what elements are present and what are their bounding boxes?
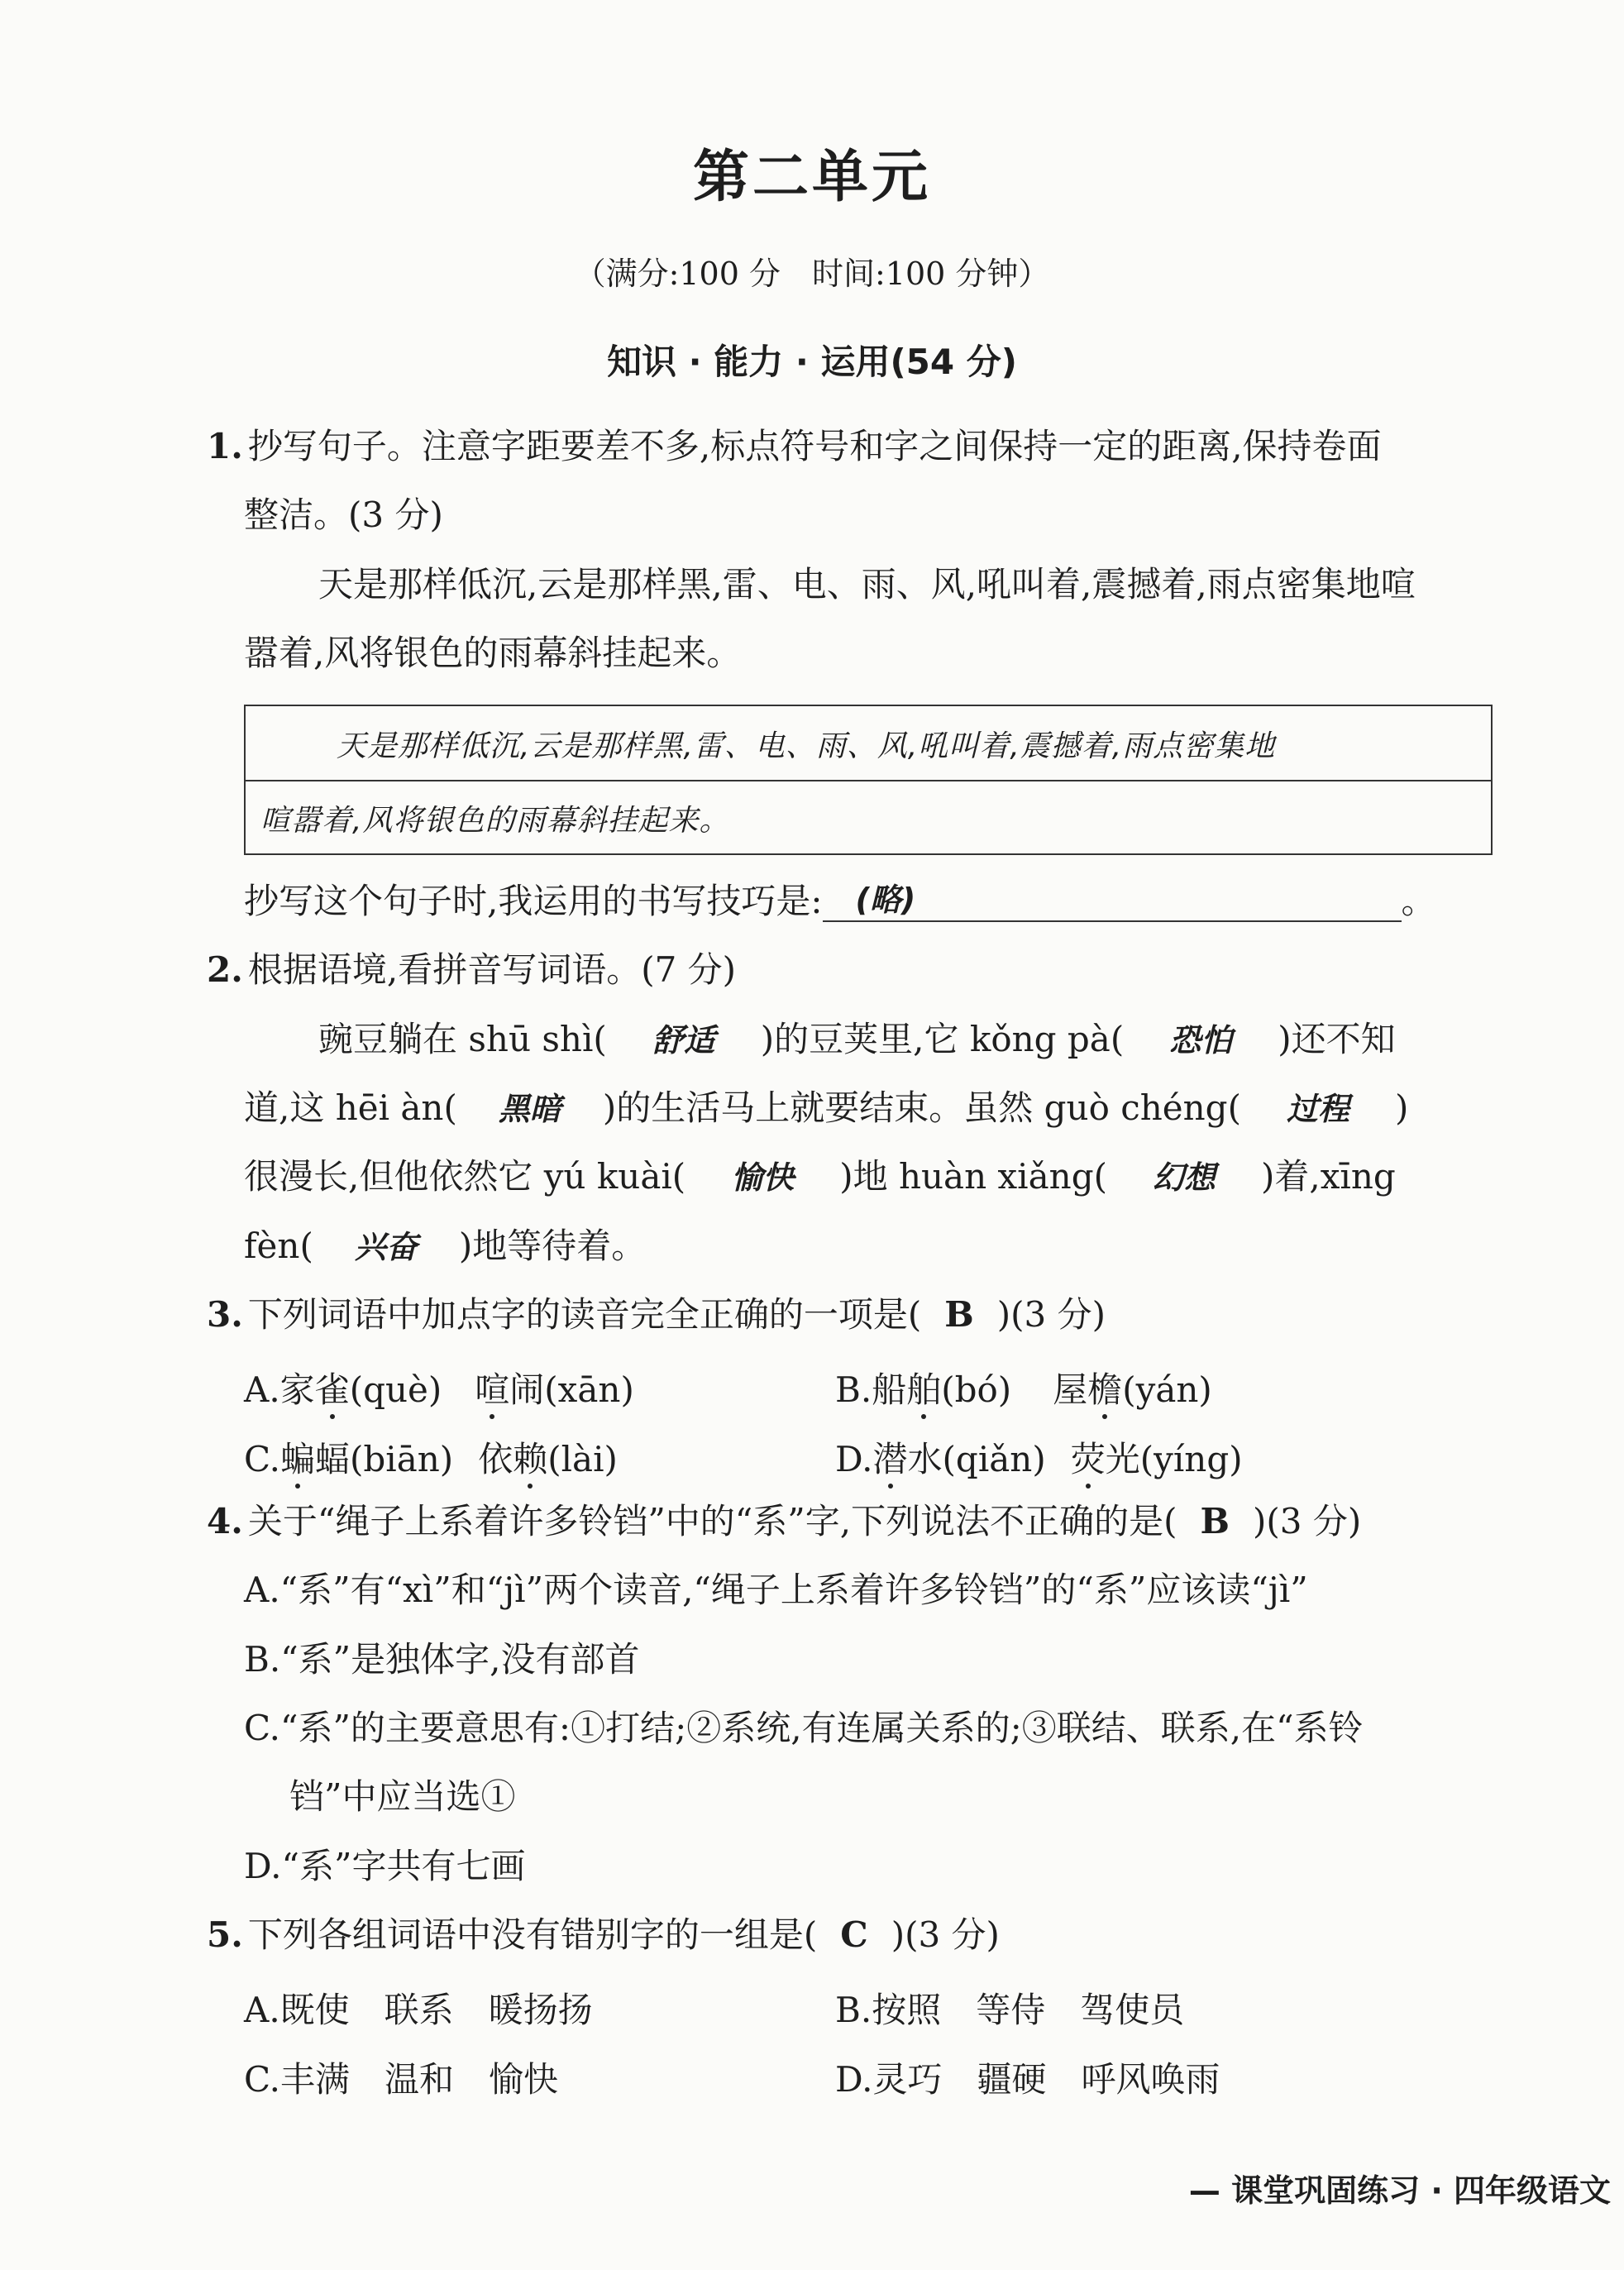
q2-text: fèn( [244,1226,313,1266]
q1-passage-line1: 天是那样低沉,云是那样黑,雷、电、雨、风,吼叫着,震撼着,雨点密集地喧 [318,564,1416,605]
q3-option-text: 依 [478,1439,513,1479]
q3-option-text: 光(yíng) [1105,1439,1243,1479]
q3-number: 3. [207,1294,243,1335]
q2-number: 2. [207,949,243,990]
q3-option-text: (lài) [547,1439,618,1479]
q1-copy-line1: 天是那样低沉,云是那样黑,雷、电、雨、风,吼叫着,震撼着,雨点密集地 [337,729,1276,763]
q5-option-a: A.既使 联系 暖扬扬 [244,1990,593,2030]
q2-answer-2: 恐怕 [1169,1022,1233,1059]
q3-answer: B [944,1294,974,1335]
q3-option-text: D. [835,1439,873,1479]
q3-option-d [835,1432,1243,1482]
q3-dotted-char: 赖 [513,1432,547,1482]
section-heading: 知识 · 能力 · 运用(54 分) [607,342,1017,382]
q1-line1 [207,426,1382,467]
q1-number: 1. [207,426,243,466]
q2-line4 [244,1226,646,1267]
q2-answer-6: 幻想 [1152,1159,1216,1196]
q3-dotted-char: 潜 [873,1432,908,1482]
q1-copy-box [244,705,1493,855]
q1-prompt-line1: 抄写句子。注意字距要差不多,标点符号和字之间保持一定的距离,保持卷面 [247,426,1382,466]
q5-option-c: C.丰满 温和 愉快 [244,2059,558,2100]
q2-text: )还不知 [1278,1019,1396,1059]
page-title: 第二单元 [692,145,931,210]
q4-option-c-line1: C.“系”的主要意思有:①打结;②系统,有连属关系的;③联结、联系,在“系铃 [244,1708,1364,1748]
q2-text: ) [1394,1087,1409,1128]
q1-copy-line2: 喧嚣着,风将银色的雨幕斜挂起来。 [260,804,730,838]
q2-line-prompt [207,949,736,991]
q2-text: )地等待着。 [458,1226,647,1266]
q4-answer: B [1200,1501,1230,1541]
q2-line1 [318,1019,1396,1060]
q2-text: )的生活马上就要结束。虽然 guò chéng( [602,1087,1241,1128]
q3-option-c [244,1432,618,1482]
q3-option-text: A.家 [244,1369,315,1410]
q3-option-text: C. [244,1439,280,1479]
q2-line3 [244,1156,1396,1197]
score-time-info: （满分:100 分 时间:100 分钟） [574,256,1050,292]
q2-prompt: 根据语境,看拼音写词语。(7 分) [247,949,737,990]
q4-option-a: A.“系”有“xì”和“jì”两个读音,“绳子上系着许多铃铛”的“系”应该读“jì” [244,1570,1308,1610]
q2-answer-4: 过程 [1286,1091,1349,1127]
q2-answer-3: 黑暗 [498,1091,561,1127]
q3-dotted-char: 舶 [906,1363,941,1412]
q5-prompt: 下列各组词语中没有错别字的一组是( [247,1914,818,1955]
q4-line-prompt [207,1501,1361,1542]
q3-option-text: 蝠(biān) [315,1439,454,1479]
q3-score: )(3 分) [996,1294,1106,1335]
q2-line2 [244,1087,1408,1129]
q4-option-c-line2: 铛”中应当选① [289,1776,516,1817]
q5-line-prompt [207,1914,1000,1956]
q5-score: )(3 分) [891,1914,1000,1955]
q4-option-b: B.“系”是独体字,没有部首 [244,1639,640,1680]
q2-answer-7: 兴奋 [354,1229,418,1265]
q3-option-b [835,1363,1212,1412]
q2-text: 很漫长,但他依然它 yú kuài( [244,1156,686,1197]
q3-dotted-char: 蝙 [280,1432,315,1482]
q5-option-d: D.灵巧 疆硬 呼风唤雨 [835,2059,1220,2100]
q2-answer-1: 舒适 [652,1022,715,1059]
q1-prompt-line2: 整洁。(3 分) [244,495,443,535]
q2-text: 豌豆躺在 shū shì( [318,1019,607,1059]
q3-option-text: 屋 [1053,1369,1088,1410]
q2-answer-5: 愉快 [731,1159,795,1196]
q2-text: 道,这 hēi àn( [244,1087,457,1128]
q1-skill-line [244,881,1436,922]
q3-option-a [244,1363,634,1412]
q5-answer: C [840,1914,868,1955]
q1-copy-divider [246,780,1491,781]
q1-skill-suffix: 。 [1401,881,1436,921]
q3-option-text: (bó) [941,1369,1012,1410]
q1-skill-prefix: 抄写这个句子时,我运用的书写技巧是: [244,881,823,921]
q3-line-prompt [207,1294,1106,1336]
q3-dotted-char: 雀 [315,1363,350,1412]
q3-option-text: (yán) [1122,1369,1212,1410]
q4-score: )(3 分) [1252,1501,1362,1541]
q3-dotted-char: 檐 [1087,1363,1122,1412]
q4-prompt: 关于“绳子上系着许多铃铛”中的“系”字,下列说法不正确的是( [247,1501,1177,1541]
q4-number: 4. [207,1501,243,1541]
q5-number: 5. [207,1914,243,1955]
q3-option-text: (què) [349,1369,442,1410]
q2-text: )着,xīng [1261,1156,1396,1197]
q4-option-d: D.“系”字共有七画 [244,1846,526,1886]
q1-skill-blank [823,881,1402,922]
q5-option-b: B.按照 等侍 驾使员 [835,1990,1185,2030]
q3-option-text: 水(qiǎn) [907,1439,1046,1479]
page-footer: — 课堂巩固练习 · 四年级语文 [1188,2172,1611,2209]
q2-text: )地 huàn xiǎng( [839,1156,1107,1197]
q3-option-text: 闹(xān) [509,1369,634,1410]
q3-prompt: 下列词语中加点字的读音完全正确的一项是( [247,1294,922,1335]
q1-skill-answer: (略) [855,881,916,918]
q3-option-text: B.船 [835,1369,907,1410]
q3-dotted-char: 荧 [1071,1432,1106,1482]
q1-passage-line2: 嚣着,风将银色的雨幕斜挂起来。 [244,633,742,673]
q2-text: )的豆荚里,它 kǒng pà( [760,1019,1125,1059]
q3-dotted-char: 喧 [475,1363,509,1412]
